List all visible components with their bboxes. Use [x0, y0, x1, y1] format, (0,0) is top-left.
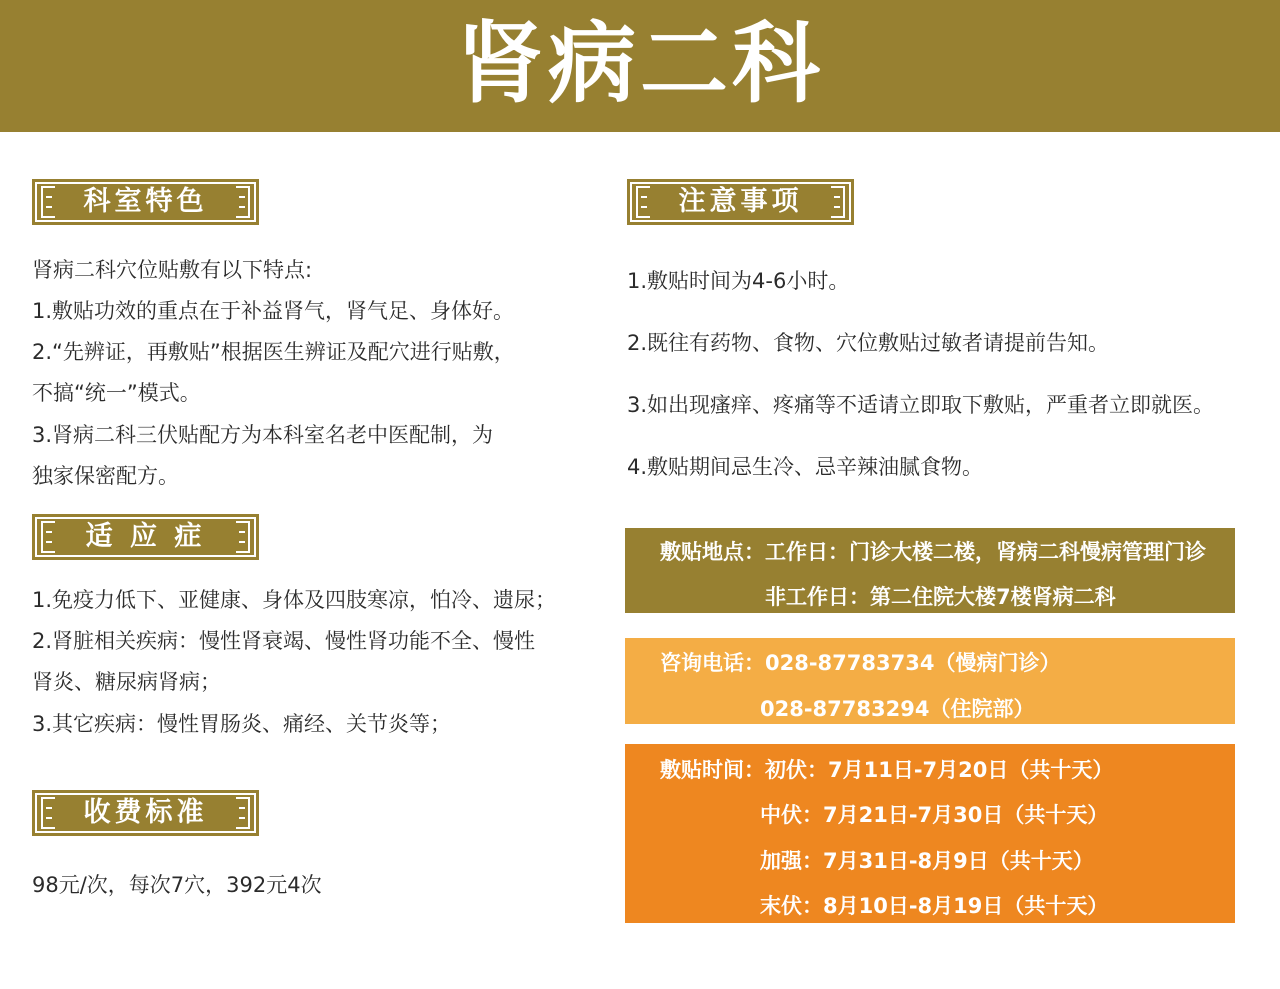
features-line: 1.敷贴功效的重点在于补益肾气，肾气足、身体好。 — [32, 299, 515, 323]
indications-line: 2.肾脏相关疾病：慢性肾衰竭、慢性肾功能不全、慢性 — [32, 629, 536, 653]
title-ornament-right — [831, 186, 845, 218]
indications-line: 1.免疫力低下、亚健康、身体及四肢寒凉，怕冷、遗尿； — [32, 588, 557, 612]
schedule-line: 末伏：8月10日-8月19日（共十天） — [760, 894, 1109, 918]
section-title-indications — [32, 514, 259, 560]
phone-line: 028-87783294（住院部） — [760, 697, 1035, 721]
page-title: 肾病二科 — [455, 12, 824, 115]
notes-line: 4.敷贴期间忌生冷、忌辛辣油腻食物。 — [627, 455, 984, 479]
section-title-text: 科室特色 — [83, 186, 208, 217]
section-title-fees — [32, 790, 259, 836]
section-title-text: 收费标准 — [83, 797, 208, 828]
notes-line: 3.如出现瘙痒、疼痛等不适请立即取下敷贴，严重者立即就医。 — [627, 393, 1215, 417]
schedule-line: 中伏：7月21日-7月30日（共十天） — [760, 803, 1109, 827]
location-line: 非工作日：第二住院大楼7楼肾病二科 — [765, 585, 1116, 609]
section-title-text: 适 应 症 — [85, 521, 206, 552]
title-ornament-right — [236, 186, 250, 218]
features-line: 不搞“统一”模式。 — [32, 381, 201, 405]
features-line: 3.肾病二科三伏贴配方为本科室名老中医配制，为 — [32, 423, 494, 447]
title-ornament-right — [236, 521, 250, 553]
phone-line: 咨询电话：028-87783734（慢病门诊） — [660, 651, 1061, 675]
header-banner — [0, 0, 1280, 132]
location-line: 敷贴地点：工作日：门诊大楼二楼，肾病二科慢病管理门诊 — [660, 540, 1206, 564]
features-line: 肾病二科穴位贴敷有以下特点: — [32, 258, 313, 282]
section-title-features — [32, 179, 259, 225]
indications-line: 肾炎、糖尿病肾病； — [32, 670, 221, 694]
phone-box — [625, 638, 1235, 724]
section-title-text: 注意事项 — [678, 186, 803, 217]
features-line: 独家保密配方。 — [32, 464, 179, 488]
title-ornament-right — [236, 797, 250, 829]
schedule-box — [625, 744, 1235, 923]
schedule-line: 敷贴时间：初伏：7月11日-7月20日（共十天） — [660, 758, 1114, 782]
indications-line: 3.其它疾病：慢性胃肠炎、痛经、关节炎等； — [32, 712, 452, 736]
notes-line: 2.既往有药物、食物、穴位敷贴过敏者请提前告知。 — [627, 331, 1110, 355]
features-line: 2.“先辨证，再敷贴”根据医生辨证及配穴进行贴敷， — [32, 340, 515, 364]
location-box — [625, 528, 1235, 613]
section-title-notes — [627, 179, 854, 225]
schedule-line: 加强：7月31日-8月9日（共十天） — [760, 849, 1094, 873]
fees-text: 98元/次，每次7穴，392元4次 — [32, 873, 322, 897]
notes-line: 1.敷贴时间为4-6小时。 — [627, 269, 850, 293]
